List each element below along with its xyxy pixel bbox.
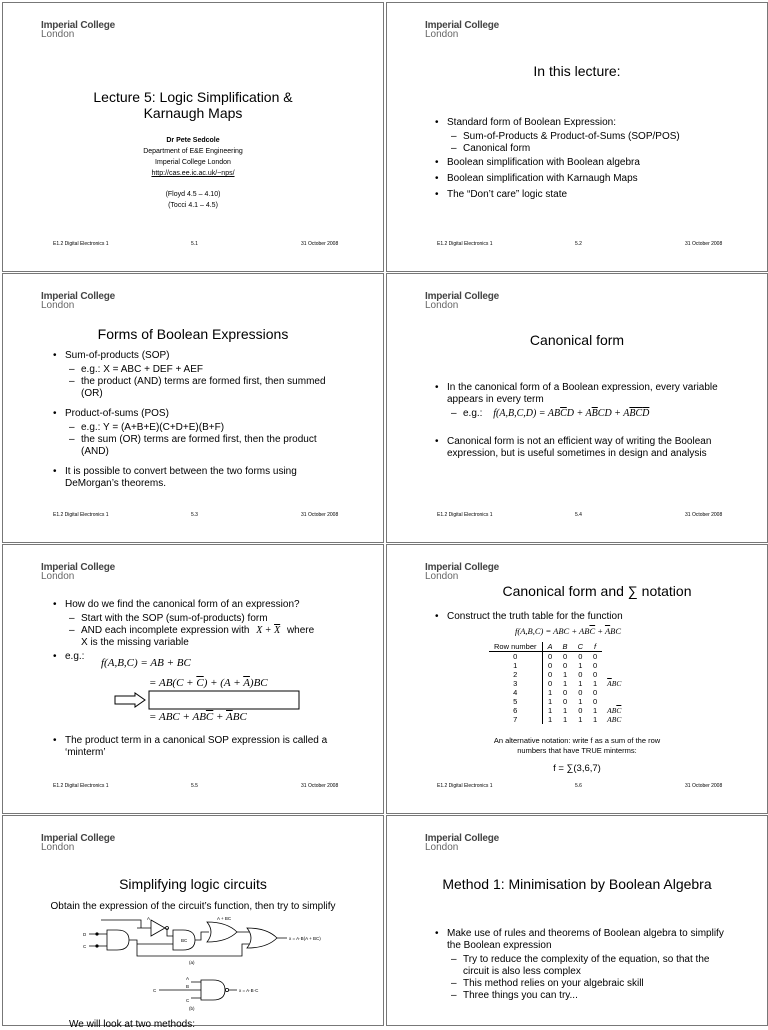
imperial-logo: Imperial College London <box>41 20 116 40</box>
svg-text:C: C <box>83 944 87 949</box>
function-equation: f(A,B,C) = ABC + $AB\overline{C} + \overline{A}BC$ <box>515 626 622 636</box>
list-item: • Canonical form is not an efficient way of writing the Boolean expression, but is useful sometimes in design and analysis <box>435 436 735 460</box>
minterm-label: $AB\overline{C}$ <box>607 706 622 715</box>
bullet-list <box>435 611 735 627</box>
list-item: • Standard form of Boolean Expression: <box>435 117 755 129</box>
list-item: – This method relies on your algebraic skill <box>435 978 735 990</box>
and-gate-icon <box>201 980 225 1000</box>
bullet-list <box>435 928 735 1004</box>
answer-box <box>149 691 299 709</box>
truth-table <box>489 642 640 724</box>
svg-text:C: C <box>153 988 157 993</box>
svg-text:A + BC: A + BC <box>217 916 232 921</box>
table-row: 6 1 1 0 1 $AB\overline{C}$ <box>489 706 640 715</box>
list-item: • How do we find the canonical form of an expression? <box>53 599 353 611</box>
list-item: – e.g.: $f(A,B,C,D) = AB\overline{C}D + A\overline{B}CD + A\overline{B}\overline{C}\overline{D}$ <box>435 408 735 420</box>
list-item: • Construct the truth table for the function <box>435 611 735 623</box>
table-row: 1 0 0 1 0 <box>489 661 640 670</box>
svg-text:(b): (b) <box>189 1006 195 1011</box>
slide-title: Forms of Boolean Expressions <box>97 326 289 342</box>
bullet-list <box>435 382 735 464</box>
bullet-list <box>435 117 755 205</box>
slide-5-3: Imperial College London Forms of Boolean Expressions • Sum-of-products (SOP) – e.g.: X = ABC + DEF + AEF – the product (AND) terms are formed first, then summed (OR) • Product-of-sums (POS) – e.g.: Y = (A+B+E)(C+D+E)(B+F) – the sum (OR) terms are formed first, then the product (AND) • It is possible to convert between the two forms using DeMorgan’s theorems. E1.2 Digital Electronics 1 5.3 31 October 2008 <box>2 273 384 543</box>
table-header-row: Row number A B C f <box>489 642 640 652</box>
list-item: – the sum (OR) terms are formed first, then the product (AND) <box>53 434 343 458</box>
imperial-logo: Imperial College London <box>425 20 500 40</box>
imperial-logo: Imperial College London <box>41 562 116 582</box>
slide-5-7 <box>2 815 384 1030</box>
list-item: • The product term in a canonical SOP expression is called a ‘minterm’ <box>53 735 343 759</box>
svg-text:BC: BC <box>181 938 188 943</box>
logic-circuit-diagram <box>77 916 321 1011</box>
table-row: 0 0 0 0 0 <box>489 652 640 662</box>
author: Dr Pete Sedcole <box>166 137 220 144</box>
course-link[interactable]: http://cas.ee.ic.ac.uk/~nps/ <box>151 170 235 177</box>
imperial-logo: Imperial College London <box>425 833 500 853</box>
slide-5-5: Imperial College London • How do we find the canonical form of an expression? – Start with the SOP (sum-of-products) form – AND each incomplete expression with $X + \overline{X}$ where X is the missing variable • e.g.: f(A,B,C) = AB + BC = $AB(C + \overline{C}) + (A + \overline{A})BC$ = ABC + $AB\overline{C} + \overline{A}BC$ • The product term in a canonical SOP expression is called a ‘minterm’ E1.2 Digital Electronics 1 5.5 31 October 2008 <box>2 544 384 814</box>
canonical-example-equation: $f(A,B,C,D) = AB\overline{C}D + A\overline{B}CD + A\overline{B}\overline{C}\overline{D}$ <box>493 408 650 419</box>
author-block: Dr Pete Sedcole Department of E&E Engineering Imperial College London http://cas.ee.ic.ac.uk/~nps/ (Floyd 4.5 – 4.10) (Tocci 4.1 – 4.5) <box>3 135 383 211</box>
slide-5-2: Imperial College London In this lecture: • Standard form of Boolean Expression: – Sum-of-Products & Product-of-Sums (SOP/POS) – Canonical form • Boolean simplification with Boolean algebra • Boolean simplification with Karnaugh Maps • The “Don’t care” logic state E1.2 Digital Electronics 1 5.2 31 October 2008 <box>386 2 768 272</box>
svg-text:A: A <box>147 916 151 921</box>
svg-text:x = A·B·C: x = A·B·C <box>239 988 259 993</box>
list-item: • Boolean simplification with Boolean algebra <box>435 157 755 169</box>
example-equation-line2: = $AB(C + \overline{C}) + (A + \overline{A})BC$ <box>149 677 268 689</box>
svg-text:(a): (a) <box>189 960 195 965</box>
imperial-logo: Imperial College London <box>425 291 500 311</box>
slide-5-8 <box>386 815 768 1026</box>
slide-title: Canonical form and ∑ notation <box>502 583 692 599</box>
imperial-logo: Imperial College London <box>425 562 500 582</box>
list-item: – e.g.: Y = (A+B+E)(C+D+E)(B+F) <box>53 422 343 434</box>
list-item: – e.g.: X = ABC + DEF + AEF <box>53 364 343 376</box>
svg-text:B: B <box>186 984 190 989</box>
table-row: 7 1 1 1 1 ABC <box>489 715 640 724</box>
slide-5-4: Imperial College London Canonical form • In the canonical form of a Boolean expression, every variable appears in every term – e.g.: $f(A,B,C,D) = AB\overline{C}D + A\overline{B}CD + A\overline{B}\overline{C}\overline{D}$ • Canonical form is not an efficient way of writing the Boolean expression, but is useful sometimes in design and analysis E1.2 Digital Electronics 1 5.4 31 October 2008 <box>386 273 768 543</box>
imperial-logo: Imperial College London <box>41 291 116 311</box>
list-item: – Start with the SOP (sum-of-products) form <box>53 613 353 625</box>
svg-text:D: D <box>83 932 87 937</box>
list-item: • e.g.: <box>53 651 353 663</box>
arrow-box-diagram <box>113 689 303 713</box>
x-plus-xbar: $X + \overline{X}$ <box>256 625 281 636</box>
table-row: 3 0 1 1 1 $\overline{A}BC$ <box>489 679 640 688</box>
not-gate-icon <box>151 920 165 936</box>
svg-text:C: C <box>186 998 190 1003</box>
and-gate-icon <box>107 930 129 950</box>
example-equation-line1: f(A,B,C) = AB + BC <box>101 657 191 669</box>
bullet-list <box>53 599 353 667</box>
svg-text:A: A <box>186 976 190 981</box>
truncated-text: We will look at two methods: <box>69 1019 195 1030</box>
bullet-list <box>53 735 343 763</box>
list-item: • It is possible to convert between the two forms using DeMorgan’s theorems. <box>53 466 343 490</box>
svg-text:x = A·B(A + BC): x = A·B(A + BC) <box>289 936 321 941</box>
slide-title: Canonical form <box>529 332 625 348</box>
bullet-list <box>53 350 343 494</box>
slide-5-1: Imperial College London Lecture 5: Logic Simplification & Karnaugh Maps Dr Pete Sedcole Department of E&E Engineering Imperial College London http://cas.ee.ic.ac.uk/~nps/ (Floyd 4.5 – 4.10) (Tocci 4.1 – 4.5) E1.2 Digital Electronics 1 5.1 31 October 2008 <box>2 2 384 272</box>
slide-title: Simplifying logic circuits <box>119 876 267 892</box>
slide-subtitle: Obtain the expression of the circuit’s function, then try to simplify <box>50 901 336 912</box>
list-item: • Product-of-sums (POS) <box>53 408 343 420</box>
list-item: • Sum-of-products (SOP) <box>53 350 343 362</box>
list-item: – Try to reduce the complexity of the equation, so that the circuit is also less complex <box>435 954 735 978</box>
imperial-logo: Imperial College London <box>41 833 116 853</box>
alt-notation-text: An alternative notation: write f as a sum of the row numbers that have TRUE minterms: <box>493 736 661 755</box>
table-row: 4 1 0 0 0 <box>489 688 640 697</box>
slide-title: Lecture 5: Logic Simplification & Karnaugh Maps <box>93 89 293 121</box>
example-equation-line3: = ABC + $AB\overline{C} + \overline{A}BC$ <box>149 711 247 723</box>
sum-notation: f = ∑(3,6,7) <box>553 763 601 774</box>
minterm-label: $\overline{A}BC$ <box>607 679 622 688</box>
slide-title: In this lecture: <box>533 63 621 79</box>
list-item: • In the canonical form of a Boolean expression, every variable appears in every term <box>435 382 735 406</box>
list-item: • The “Don’t care” logic state <box>435 189 755 201</box>
list-item: – the product (AND) terms are formed first, then summed (OR) <box>53 376 343 400</box>
arrow-icon <box>115 693 145 707</box>
table-row: 5 1 0 1 0 <box>489 697 640 706</box>
list-item: – AND each incomplete expression with $X + \overline{X}$ where X is the missing variable <box>53 625 353 649</box>
list-item: – Canonical form <box>435 143 755 155</box>
or-gate-icon <box>247 928 277 948</box>
minterm-label: ABC <box>607 715 622 724</box>
nand-gate-icon <box>207 922 237 942</box>
slide-title: Method 1: Minimisation by Boolean Algebra <box>442 876 712 892</box>
list-item: – Three things you can try... <box>435 990 735 1002</box>
list-item: • Make use of rules and theorems of Boolean algebra to simplify the Boolean expression <box>435 928 735 952</box>
list-item: – Sum-of-Products & Product-of-Sums (SOP/POS) <box>435 131 755 143</box>
table-row: 2 0 1 0 0 <box>489 670 640 679</box>
slide-5-6: Imperial College London Canonical form and ∑ notation • Construct the truth table for the function f(A,B,C) = ABC + $AB\overline{C} + \overline{A}BC$ Row number A B C f 0 0 0 0 0 1 0 0 1 0 2 0 1 0 0 3 0 1 1 1 $\overline{A}BC$ 4 1 0 0 0 5 1 0 1 0 6 1 1 0 1 $AB\overline{C}$ 7 1 1 1 1 ABC An alternative notation: write f as a sum of the row numbers that have TRUE minterms: f = ∑(3,6,7) E1.2 Digital Electronics 1 5.6 31 October 2008 <box>386 544 768 814</box>
list-item: • Boolean simplification with Karnaugh Maps <box>435 173 755 185</box>
